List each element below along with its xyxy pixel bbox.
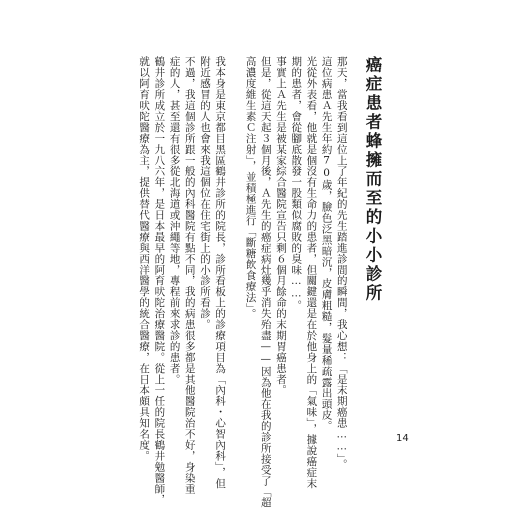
text-line: 那天，當我看到這位上了年紀的先生踏進診間的瞬間，我心想：「是末期癌患……」。 <box>335 56 348 470</box>
text-line: 附近感冒的人也會來我這個位在住宅街上的小診所看診。 <box>198 56 211 330</box>
text-line: 期的患者，會從腳底散發一股類似腐敗的臭味……。 <box>290 56 303 311</box>
text-line: 但是，從這天起３個月後，Ａ先生的癌症病灶幾乎消失殆盡——因為他在我的診所接受了「超 <box>259 56 272 508</box>
blank-line <box>227 56 242 370</box>
text-line: 不過，我這個診所跟一般的內科醫院有點不同，我的病患很多都是其他醫院治不好，身染重 <box>183 56 196 494</box>
text-line: 症的人，甚至還有很多從北海道或沖繩等地，專程前來求診的患者。 <box>168 56 181 385</box>
vertical-text-block <box>136 56 382 508</box>
page-number: 14 <box>396 433 409 444</box>
text-line: 光從外表看，他就是個沒有生命力的患者，但關鍵還是在於他身上的「氣味」，據說癌症末 <box>305 56 318 489</box>
text-line: 高濃度維生素Ｃ注射」，並積極進行「斷糖飲食療法」。 <box>244 56 257 320</box>
text-line: 鶴井診所成立於一九八六年，是日本最早的阿育吠陀治療醫院。從上一任的院長鶴井勉醫師， <box>153 56 166 505</box>
text-line: 事實上Ａ先生是被某家綜合醫院宣告只剩６個月餘命的末期胃癌患者。 <box>274 56 287 396</box>
text-line: 就以阿育吠陀醫療為主，提供替代醫療與西洋醫學的統合醫療，在日本頗具知名度。 <box>138 56 151 462</box>
text-line: 我本身是東京都目黑區鶴井診所的院長，診所看板上的診療項目為「內科・心智內科」，但 <box>214 56 227 489</box>
text-line: 這位病患Ａ先生年約70歲，臉色泛黑暗沉，皮膚粗糙，髮量稀疏露出頭皮。 <box>320 56 333 432</box>
chapter-title: 癌症患者蜂擁而至的小小診所 <box>363 56 382 303</box>
